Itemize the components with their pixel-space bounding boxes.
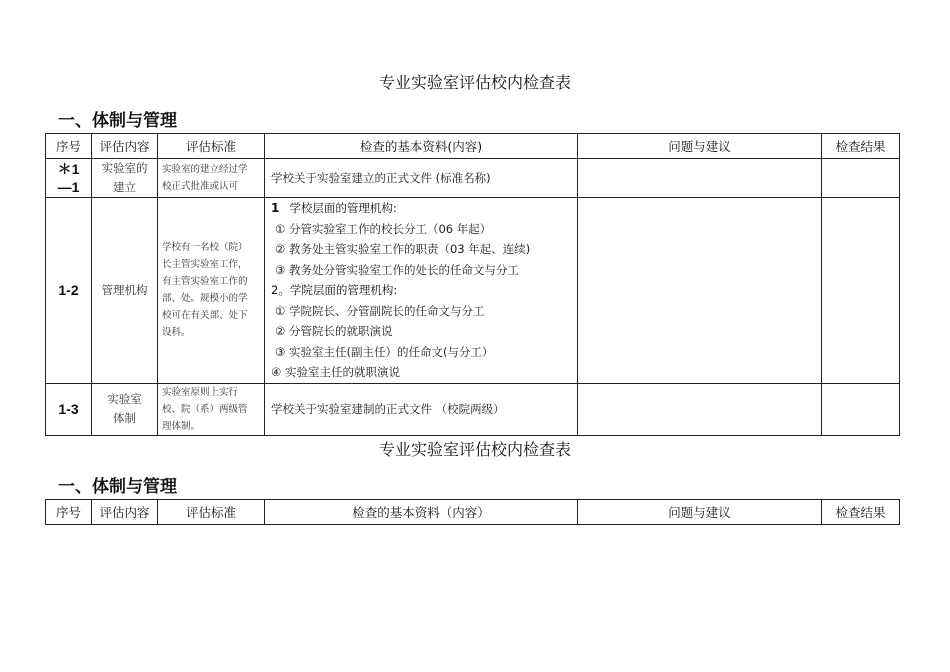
header-no: 序号 <box>46 134 92 159</box>
standard-line: 实验室原则上实行 <box>162 386 239 398</box>
row-number <box>46 159 92 198</box>
header-result: 检查结果 <box>822 134 900 159</box>
material-heading: 2。学院层面的管理机构: <box>271 283 398 297</box>
table-header-row <box>46 134 900 159</box>
section-heading-repeat: 一、体制与管理 <box>58 477 177 497</box>
assessment-standard <box>158 198 265 384</box>
item-line: 实验室 <box>107 392 142 406</box>
material-line: ④ 实验室主任的就职演说 <box>271 365 400 379</box>
inspection-table-repeat <box>45 499 900 525</box>
result-cell[interactable] <box>822 159 900 198</box>
check-material: 学校关于实验室建制的正式文件 （校院两级） <box>265 383 578 435</box>
row-number-line: —1 <box>57 179 80 195</box>
assessment-standard <box>158 383 265 435</box>
header-result: 检查结果 <box>822 500 900 525</box>
result-cell[interactable] <box>822 198 900 384</box>
material-line: ① 分管实验室工作的校长分工（06 年起） <box>275 221 492 236</box>
material-line: ② 分管院长的就职演说 <box>275 324 393 338</box>
standard-line: 理体制。 <box>162 420 201 432</box>
standard-line: 设科。 <box>162 327 191 339</box>
row-number <box>46 383 92 435</box>
page-title-repeat: 专业实验室评估校内检查表 <box>378 440 571 459</box>
row-number-line: ＊1 <box>57 161 80 177</box>
table-row <box>46 159 900 198</box>
material-line: ① 学院院长、分管副院长的任命文与分工 <box>275 303 485 318</box>
heading-number: 1 <box>271 201 280 215</box>
standard-line: 部、处。规模小的学 <box>162 293 248 305</box>
assessment-item <box>92 383 158 435</box>
standard-line: 学校有一名校（院） <box>162 242 248 254</box>
header-problems: 问题与建议 <box>578 500 822 525</box>
problems-cell[interactable] <box>578 383 822 435</box>
section-heading: 一、体制与管理 <box>58 111 177 131</box>
page-title: 专业实验室评估校内检查表 <box>378 73 571 92</box>
header-standard: 评估标准 <box>158 134 265 159</box>
assessment-standard <box>158 159 265 198</box>
row-number-line: 1-3 <box>58 401 79 417</box>
standard-line: 有主管实验室工作的 <box>162 276 248 288</box>
item-line: 体制 <box>113 411 136 425</box>
check-material <box>265 198 578 384</box>
standard-line: 校可在有关部、处下 <box>162 310 248 322</box>
heading-text: 学校层面的管理机构: <box>289 201 397 215</box>
standard-line: 实验室的建立经过学 <box>162 164 248 175</box>
result-cell[interactable] <box>822 383 900 435</box>
problems-cell[interactable] <box>578 159 822 198</box>
header-standard: 评估标准 <box>158 500 265 525</box>
standard-line: 校、院（系）两级管 <box>162 403 248 415</box>
material-line: ② 教务处主管实验室工作的职责（03 年起、连续) <box>275 242 531 256</box>
standard-line: 校正式批准或认可 <box>162 181 239 192</box>
row-number <box>46 198 92 384</box>
header-material: 检查的基本资料（内容） <box>265 500 578 525</box>
table-row <box>46 198 900 384</box>
check-material: 学校关于实验室建立的正式文件 (标准名称) <box>265 159 578 198</box>
material-line: ③ 教务处分管实验室工作的处长的任命文与分工 <box>275 262 519 277</box>
material-heading <box>271 198 571 219</box>
table-header-row <box>46 500 900 525</box>
material-line: ③ 实验室主任(副主任）的任命文(与分工） <box>275 344 494 359</box>
header-material: 检查的基本资料(内容) <box>265 134 578 159</box>
header-no: 序号 <box>46 500 92 525</box>
problems-cell[interactable] <box>578 198 822 384</box>
assessment-item <box>92 159 158 198</box>
standard-line: 长主管实验室工作， <box>162 259 248 271</box>
row-number-line: 1-2 <box>58 282 79 299</box>
header-item: 评估内容 <box>92 134 158 159</box>
assessment-item: 管理机构 <box>92 198 158 384</box>
header-item: 评估内容 <box>92 500 158 525</box>
inspection-table <box>45 133 900 436</box>
table-row <box>46 383 900 435</box>
item-line: 实验室的 <box>101 161 148 175</box>
item-line: 建立 <box>113 180 136 194</box>
header-problems: 问题与建议 <box>578 134 822 159</box>
